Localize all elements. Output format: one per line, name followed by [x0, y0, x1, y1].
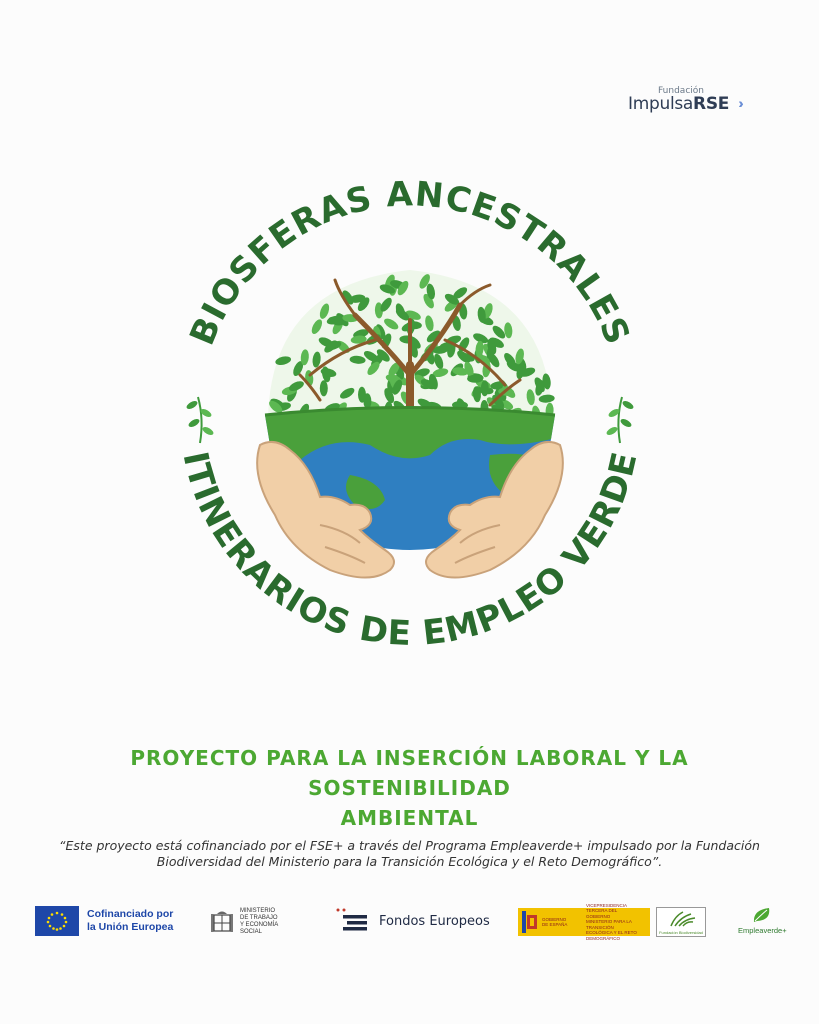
gov-line-4: MINISTERIO PARA LA TRANSICIÓN ECOLÓGICA Y EL RETO DEMOGRÁFICO — [586, 919, 637, 941]
eu-caption-line-2: la Unión Europea — [87, 921, 174, 933]
brand-name-b: RSE — [693, 94, 730, 114]
ev-caption-b: verde+ — [763, 926, 787, 935]
emblem-top-text: BIOSFERAS ANCESTRALES — [182, 175, 638, 351]
project-headline — [40, 743, 779, 833]
ministry-caption-line-2: DE TRABAJO — [240, 915, 278, 921]
headline-line-1: PROYECTO PARA LA INSERCIÓN LABORAL Y LA SOSTENIBILIDAD — [130, 746, 689, 800]
fondos-europeos-logo — [335, 907, 490, 935]
vicepresidencia-caption — [586, 903, 641, 942]
ministry-trabajo-logo — [210, 908, 300, 936]
gov-line-2: DE ESPAÑA — [542, 922, 568, 927]
eu-logo — [35, 906, 182, 936]
ministry-caption — [240, 908, 300, 936]
leaf — [320, 380, 328, 396]
gobierno-banner — [518, 902, 650, 941]
fondos-caption: Fondos Europeos — [379, 913, 490, 929]
funding-disclaimer — [20, 838, 799, 870]
ev-caption-a: Emplea — [738, 926, 764, 935]
right-sprig-icon — [605, 397, 634, 443]
fundacion-biodiversidad-logo — [656, 907, 706, 937]
leaf — [467, 375, 483, 383]
eu-caption — [87, 908, 182, 934]
spain-coat-of-arms-icon — [210, 909, 234, 935]
biosferas-emblem — [160, 175, 660, 675]
headline-line-2: AMBIENTAL — [340, 806, 479, 830]
tree-canopy — [267, 270, 555, 424]
disclaimer-line-2: Biodiversidad del Ministerio para la Transición Ecológica y el Reto Demográfico”. — [156, 854, 663, 869]
empleaverde-logo — [738, 906, 787, 935]
fondos-europeos-icon — [335, 907, 371, 935]
fb-caption: Fundación Biodiversidad — [659, 930, 703, 935]
sponsor-logos — [0, 900, 819, 950]
disclaimer-line-1: “Este proyecto está cofinanciado por el FSE+ a través del Programa Empleaverde+ impulsado por la Fundación — [59, 838, 760, 853]
gobierno-espana-logo — [518, 902, 706, 941]
brand-prefix: Fundación — [658, 86, 704, 96]
eu-caption-line-1: Cofinanciado por — [87, 908, 174, 920]
gov-line-3: VICEPRESIDENCIA TERCERA DEL GOBIERNO — [586, 902, 627, 919]
gobierno-caption — [542, 917, 582, 928]
emblem-bottom-text: ITINERARIOS DE EMPLEO VERDE — [174, 447, 646, 655]
spain-shield-icon — [522, 911, 538, 933]
empleaverde-caption — [738, 926, 787, 935]
leaf-icon — [751, 906, 773, 924]
brand-name-a: Impulsa — [628, 94, 694, 114]
ministry-caption-line-1: MINISTERIO — [240, 908, 276, 914]
brand-name — [628, 94, 729, 114]
impulsarse-logo — [628, 86, 773, 120]
ministry-caption-line-3: Y ECONOMÍA SOCIAL — [240, 922, 278, 935]
gov-line-1: GOBIERNO — [542, 916, 567, 922]
grass-icon — [657, 908, 705, 928]
eu-flag-icon — [35, 906, 79, 936]
left-sprig-icon — [185, 397, 214, 443]
